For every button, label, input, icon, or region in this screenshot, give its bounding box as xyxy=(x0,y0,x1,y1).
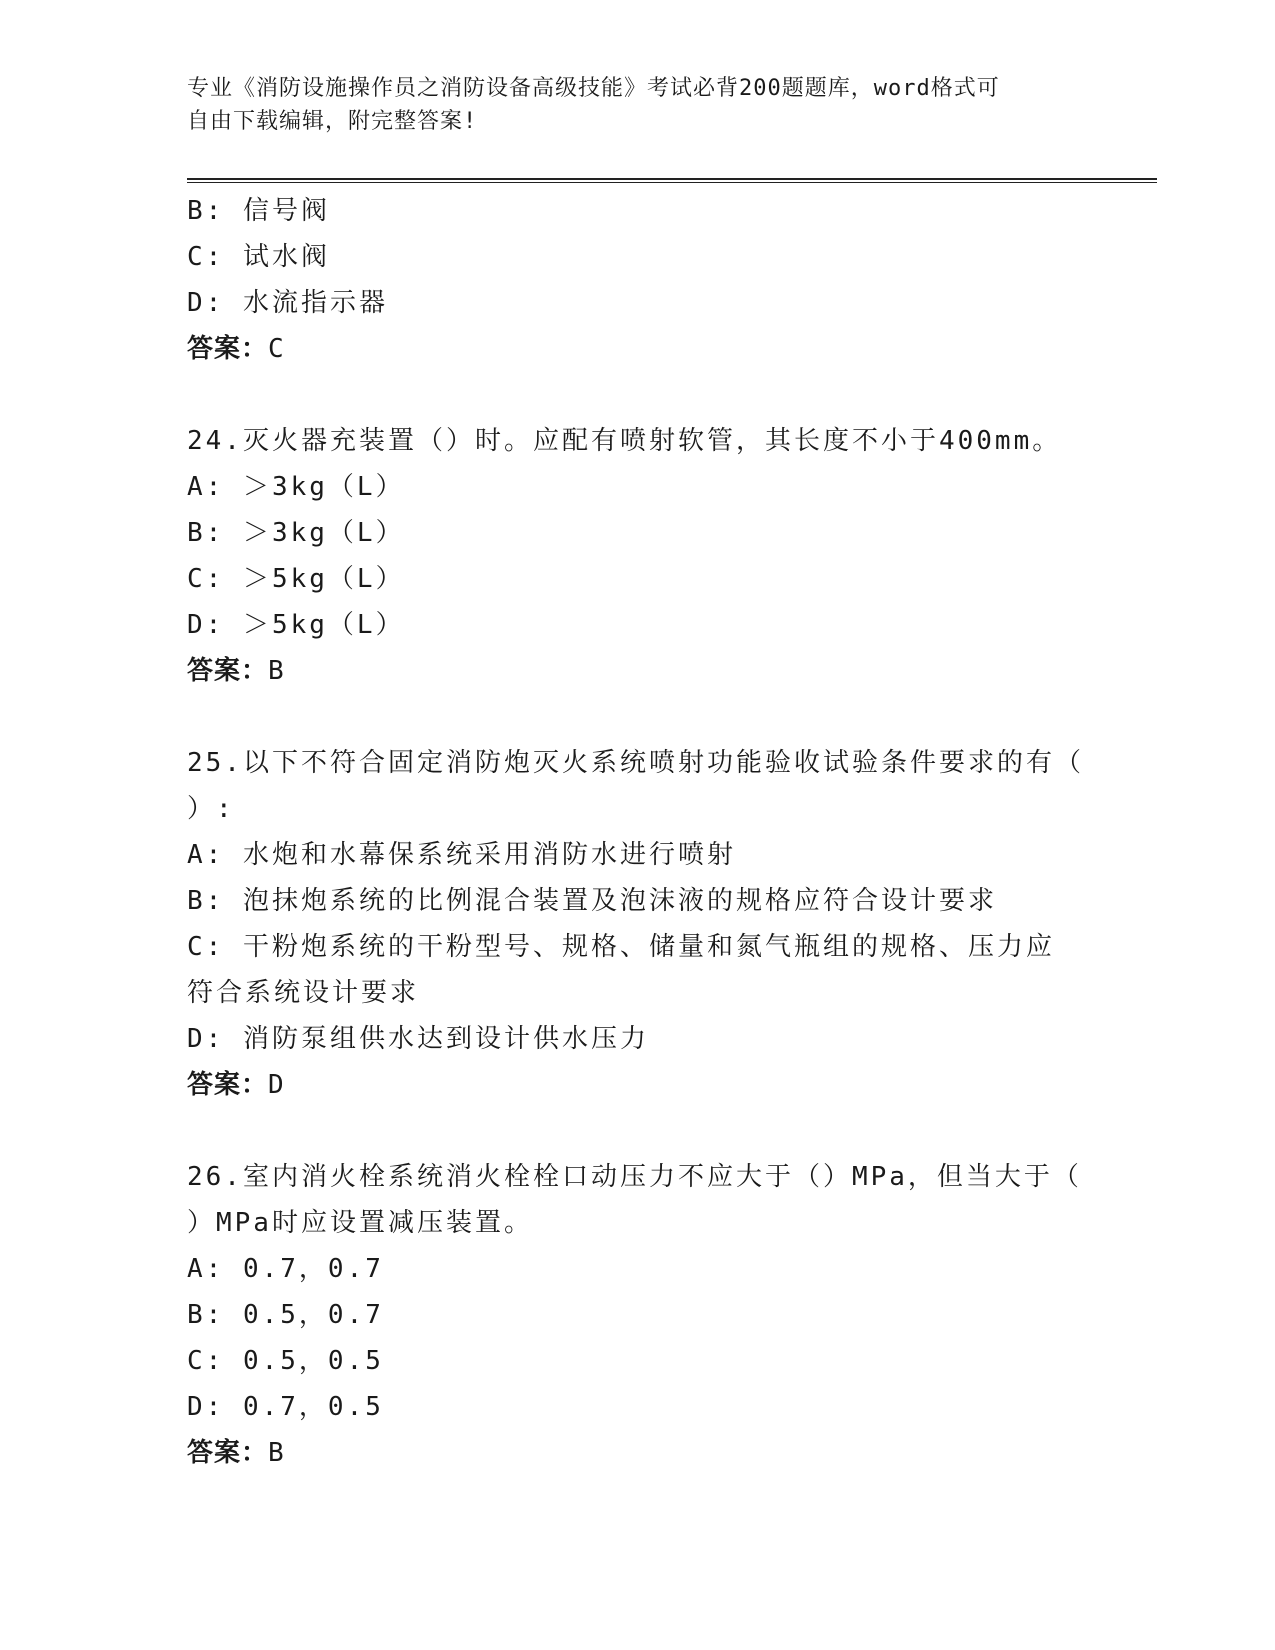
question-stem-line-2: ）MPa时应设置减压装置。 xyxy=(187,1208,533,1238)
option-d: D: 水流指示器 xyxy=(187,288,388,318)
option-b: B: 0.5，0.7 xyxy=(187,1300,384,1330)
spacer xyxy=(187,1108,1087,1154)
question-stem-line-2: ）: xyxy=(187,794,235,824)
question-26-block xyxy=(187,1154,1087,1476)
option-a: A: ＞3kg（L） xyxy=(187,472,405,502)
question-stem-line-1: 25.以下不符合固定消防炮灭火系统喷射功能验收试验条件要求的有（ xyxy=(187,748,1084,778)
option-b: B: 泡抹炮系统的比例混合装置及泡沫液的规格应符合设计要求 xyxy=(187,886,997,916)
option-d: D: 0.7，0.5 xyxy=(187,1392,384,1422)
question-24-block xyxy=(187,418,1087,694)
option-c: C: 干粉炮系统的干粉型号、规格、储量和氮气瓶组的规格、压力应符合系统设计要求 xyxy=(187,932,1055,1008)
answer-label: 答案： xyxy=(187,334,269,364)
question-25-block xyxy=(187,740,1087,1108)
answer-value: B xyxy=(268,1438,285,1468)
spacer xyxy=(187,372,1087,418)
option-a: A: 0.7，0.7 xyxy=(187,1254,384,1284)
header-line-1: 专业《消防设施操作员之消防设备高级技能》考试必背200题题库，word格式可 xyxy=(187,76,1000,101)
answer-line xyxy=(187,648,1087,694)
option-d: D: ＞5kg（L） xyxy=(187,610,405,640)
option-b: B: 信号阀 xyxy=(187,196,330,226)
option-c: C: ＞5kg（L） xyxy=(187,564,405,594)
spacer xyxy=(187,694,1087,740)
answer-label: 答案： xyxy=(187,1070,269,1100)
question-23-block xyxy=(187,188,1087,372)
answer-line xyxy=(187,1062,1087,1108)
option-b: B: ＞3kg（L） xyxy=(187,518,405,548)
answer-label: 答案： xyxy=(187,1438,269,1468)
option-c: C: 0.5，0.5 xyxy=(187,1346,384,1376)
option-d: D: 消防泵组供水达到设计供水压力 xyxy=(187,1024,649,1054)
question-list xyxy=(187,188,1087,1476)
option-a: A: 水炮和水幕保系统采用消防水进行喷射 xyxy=(187,840,736,870)
option-c: C: 试水阀 xyxy=(187,242,330,272)
header-line-2: 自由下载编辑，附完整答案! xyxy=(187,109,478,134)
answer-line xyxy=(187,326,1087,372)
answer-value: B xyxy=(268,656,285,686)
answer-value: C xyxy=(268,334,285,364)
header-divider xyxy=(187,178,1157,183)
question-stem-line-1: 26.室内消火栓系统消火栓栓口动压力不应大于（）MPa，但当大于（ xyxy=(187,1162,1082,1192)
question-stem: 24.灭火器充装置（）时。应配有喷射软管，其长度不小于400mm。 xyxy=(187,426,1062,456)
answer-line xyxy=(187,1430,1087,1476)
answer-label: 答案： xyxy=(187,656,269,686)
answer-value: D xyxy=(268,1070,285,1100)
document-header xyxy=(187,72,1067,138)
